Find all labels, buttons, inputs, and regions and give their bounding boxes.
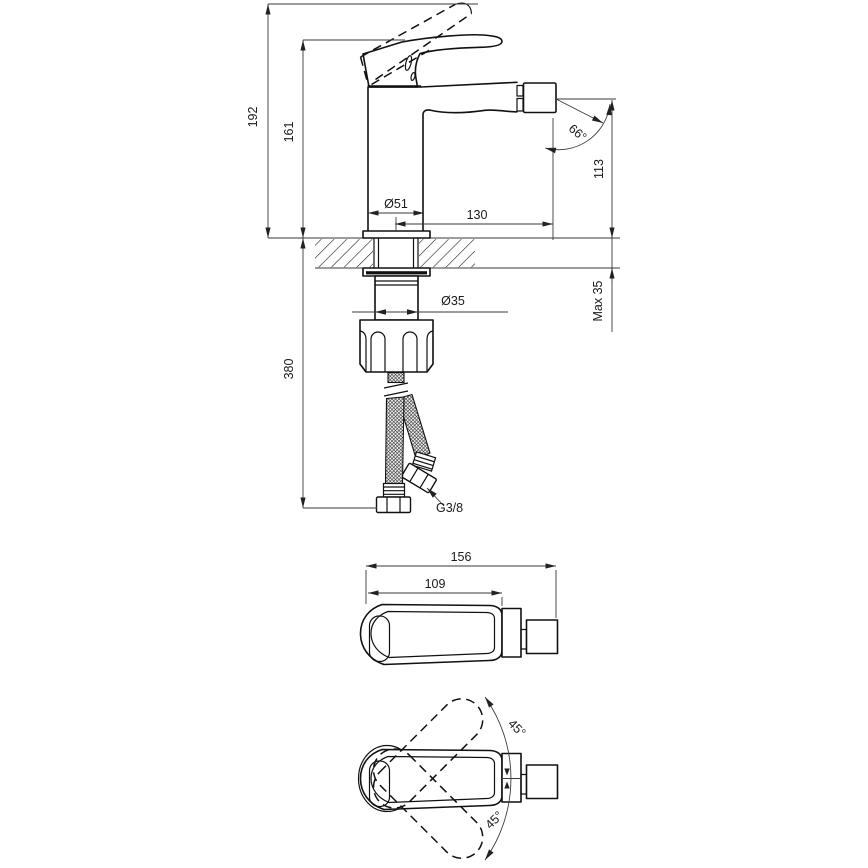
swing-arrowhead-up <box>483 695 494 707</box>
label-aerator-angle: 66° <box>565 121 590 145</box>
label-overall-height: 192 <box>246 106 260 128</box>
spout-seam-lower <box>517 99 523 112</box>
label-handle-length: 109 <box>424 577 446 591</box>
front-view <box>246 3 620 515</box>
label-swing-up: 45° <box>505 716 529 740</box>
label-thread: G3/8 <box>436 501 464 515</box>
spout-seam-top <box>521 630 527 650</box>
hose-stub <box>388 373 404 383</box>
spout-neck-swivel <box>502 754 521 803</box>
swing-arrowhead-down <box>483 849 494 861</box>
hose-left-braid <box>386 397 405 484</box>
spout-neck-top <box>502 609 521 658</box>
aerator-swivel <box>527 765 558 799</box>
shank-through-deck <box>374 238 418 268</box>
thread-annotation <box>425 486 463 515</box>
label-hose-length: 380 <box>282 358 296 380</box>
mounting-nut <box>360 320 433 372</box>
spout-bottom-edge <box>430 110 518 113</box>
hose-break-marks <box>384 383 408 396</box>
hose-left-corrugation <box>384 484 405 498</box>
swivel-view <box>359 690 558 867</box>
label-shank-diameter: Ø35 <box>441 294 465 308</box>
label-handle-top-height: 161 <box>282 121 296 143</box>
deck-hatch-left <box>315 239 373 267</box>
label-overall-length: 156 <box>450 550 472 564</box>
label-spout-reach: 130 <box>466 208 488 222</box>
handle-lever <box>363 35 502 87</box>
base-flange <box>363 231 430 238</box>
spout-seam-swivel <box>521 775 527 795</box>
spout-seam-upper <box>517 86 523 97</box>
washer-gasket <box>366 271 427 274</box>
handle-raised-tip <box>455 3 472 13</box>
label-base-diameter: Ø51 <box>384 197 408 211</box>
counter-deck <box>268 238 620 268</box>
top-view-object <box>361 605 558 665</box>
supply-hoses <box>377 373 437 513</box>
hose-left-nut <box>377 497 411 513</box>
spray-arrowhead <box>592 116 604 126</box>
label-outlet-height: 113 <box>592 159 606 179</box>
spout-top-edge <box>421 82 517 87</box>
aerator-cap <box>524 83 557 113</box>
aerator-top <box>527 620 558 654</box>
deck-hatch-right <box>419 239 475 267</box>
top-view <box>361 550 558 665</box>
label-swing-down: 45° <box>482 808 506 832</box>
arc-arrowhead-lower <box>544 145 556 153</box>
label-max-deck: Max 35 <box>591 280 605 322</box>
